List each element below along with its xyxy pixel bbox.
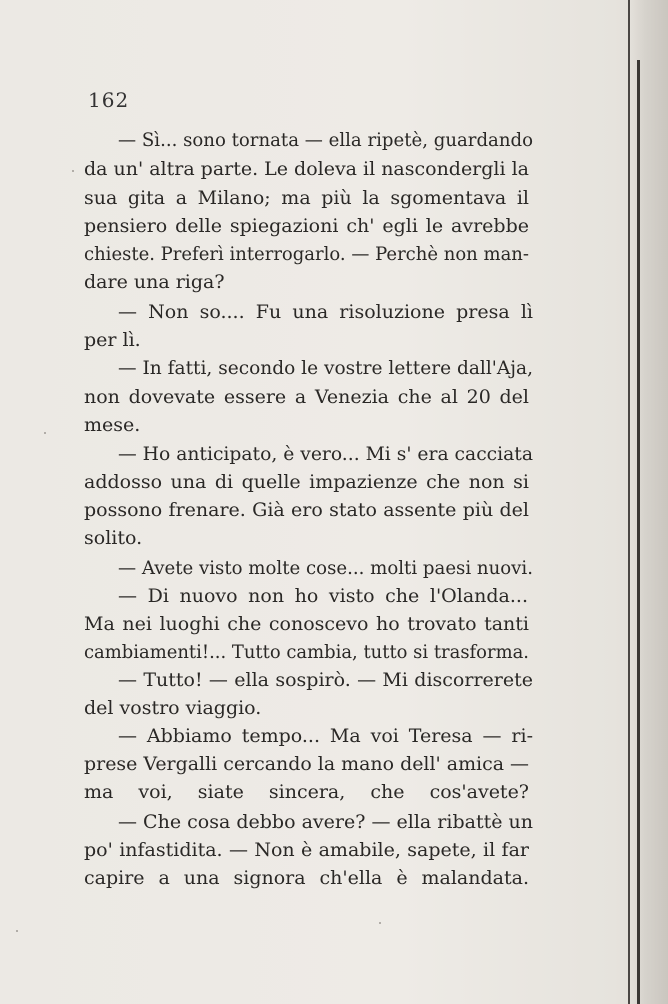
text-line: po' infastidita. — Non è amabile, sapete, il far: [84, 839, 529, 861]
text-line: addosso una di quelle impazienze che non si: [84, 471, 529, 493]
text-line: — Avete visto molte cose... molti paesi nuovi.: [118, 557, 533, 579]
text-line: dare una riga?: [84, 271, 225, 293]
text-line: chieste. Preferì interrogarlo. — Perchè non man-: [84, 243, 529, 265]
paper-speck: [44, 432, 46, 434]
text-line: non dovevate essere a Venezia che al 20 del: [84, 386, 529, 408]
text-line: cambiamenti!... Tutto cambia, tutto si trasforma.: [84, 641, 529, 663]
text-line: prese Vergalli cercando la mano dell' amica —: [84, 753, 529, 775]
text-line: possono frenare. Già ero stato assente più del: [84, 499, 529, 521]
text-line: sua gita a Milano; ma più la sgomentava il: [84, 187, 529, 209]
text-line: — Abbiamo tempo... Ma voi Teresa — ri-: [118, 725, 533, 747]
text-line: per lì.: [84, 329, 141, 351]
text-line: del vostro viaggio.: [84, 697, 262, 719]
text-line: capire a una signora ch'ella è malandata.: [84, 867, 529, 889]
binding-edge-line: [637, 60, 640, 1004]
paper-speck: [72, 170, 74, 172]
text-line: — Sì... sono tornata — ella ripetè, guardando: [118, 129, 533, 151]
text-line: solito.: [84, 527, 143, 549]
text-line: — Di nuovo non ho visto che l'Olanda...: [118, 585, 528, 607]
text-line: — Tutto! — ella sospirò. — Mi discorrerete: [118, 669, 533, 691]
text-line: ma voi, siate sincera, che cos'avete?: [84, 781, 529, 803]
text-line: — In fatti, secondo le vostre lettere dall'Aja,: [118, 357, 533, 379]
paper-speck: [16, 930, 18, 932]
text-line: — Che cosa debbo avere? — ella ribattè un: [118, 811, 533, 833]
page-number: 162: [88, 88, 130, 112]
text-line: — Non so.... Fu una risoluzione presa lì: [118, 301, 533, 323]
paper-speck: [379, 922, 381, 924]
page-edge-line: [628, 0, 630, 1004]
page-gutter-shadow: [630, 0, 668, 1004]
text-line: pensiero delle spiegazioni ch' egli le avrebbe: [84, 215, 529, 237]
text-line: mese.: [84, 414, 141, 436]
text-line: da un' altra parte. Le doleva il nascondergli la: [84, 158, 529, 180]
text-line: Ma nei luoghi che conoscevo ho trovato tanti: [84, 613, 529, 635]
text-line: — Ho anticipato, è vero... Mi s' era cacciata: [118, 443, 533, 465]
